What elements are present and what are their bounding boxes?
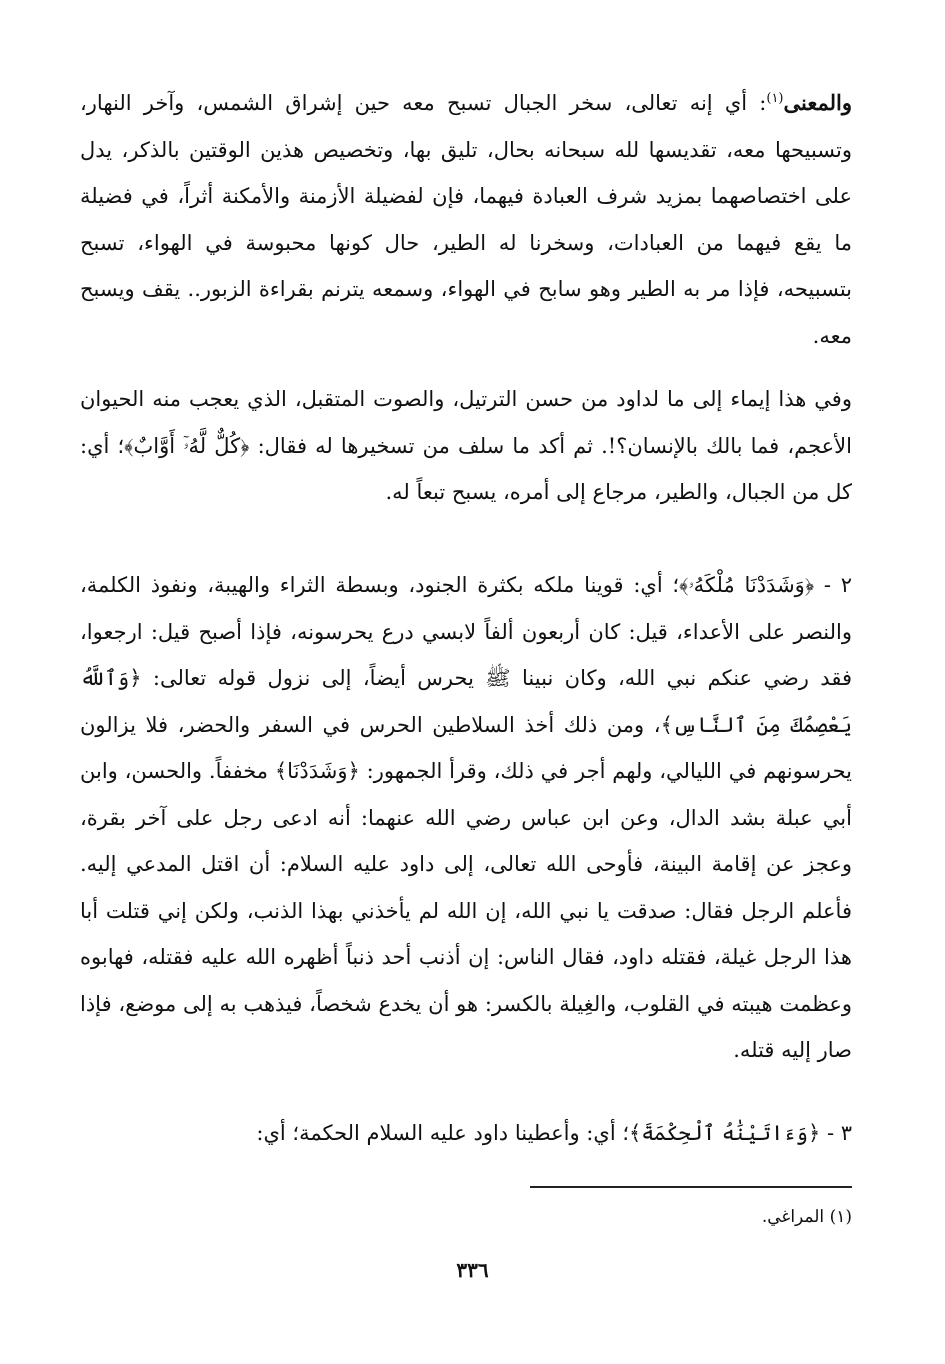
paragraph-2-text <box>80 376 852 516</box>
paragraph-3-body-3: مخففاً. والحسن، وابن أبي عبلة بشد الدال، وعن ابن عباس رضي الله عنهما: أنه ادعى رجل على آخر بقرة، وعجز عن إقامة البينة، فأوحى الله تعالى، إلى داود عليه السلام: أن اقتل المدعي إليه. فأعلم الرجل فقال: صدقت يا نبي الله، إن الله لم يأخذني بهذا الذنب، ولكن إني قتلت أبا هذا الرجل غيلة، فقتله داود، فقال الناس: إن أذنب أحد ذنباً أظهره الله عليه فقتله، فهابوه وعظمت هيبته في القلوب، والغِيلة بالكسر: هو أن يخدع شخصاً، فيذهب به إلى موضع، فإذا صار إليه قتله. <box>80 759 852 1062</box>
paragraph-3-text <box>80 562 852 1074</box>
paragraph-2-body-end: ؛ أي: كل من الجبال، والطير، مرجاع إلى أمره، يسبح تبعاً له. <box>80 433 852 504</box>
quran-quote: ﴿وَشَدَدْنَا مُلْكَهُۥ﴾ <box>679 573 815 597</box>
footnote-divider <box>530 1186 852 1188</box>
paragraph-2-body-start: وفي هذا إيماء إلى ما لداود من حسن الترتيل، والصوت المتقبل، الذي يعجب منه الحيوان الأعجم، فما بالك بالإنسان؟!. ثم أكد ما سلف من تسخيرها له فقال: <box>80 387 852 458</box>
paragraph-4-text <box>80 1110 852 1157</box>
quran-quote: ﴿وَءَاتَيْنَٰهُ ٱلْحِكْمَةَ﴾ <box>629 1121 821 1145</box>
item-number: ٣ - <box>820 1121 852 1145</box>
paragraph-3-body-2: ، ومن ذلك أخذ السلاطين الحرس في السفر والحضر، فلا يزالون يحرسونهم في الليالي، ولهم أجر في ذلك، وقرأ الجمهور: <box>80 712 853 783</box>
footnote-number: (١) <box>829 1207 852 1227</box>
lead-word: والمعنى <box>783 90 852 115</box>
footnote <box>352 1202 852 1232</box>
paragraph-1-text <box>80 80 852 359</box>
footnote-marker: (١) <box>766 91 784 106</box>
page-number: ٣٣٦ <box>456 1258 489 1282</box>
paragraph-al-hikmah <box>80 1110 852 1157</box>
paragraph-3-body-1: ؛ أي: قوينا ملكه بكثرة الجنود، وبسطة الثراء والهيبة، ونفوذ الكلمة، والنصر على الأعداء، قيل: كان أربعون ألفاً لابسي درع يحرسونه، فإذا أصبح قيل: ارجعوا، فقد رضي عنكم نبي الله، وكان نبينا ﷺ يحرس أيضاً، إلى نزول قوله تعالى: <box>80 573 852 690</box>
quran-quote: ﴿وَشَدَدْنَا﴾ <box>274 759 360 783</box>
paragraph-shadadna-mulkah <box>80 562 852 1074</box>
quran-quote: ﴿وَٱللَّهُ يَعْصِمُكَ مِنَ ٱلنَّاسِ﴾ <box>80 666 852 737</box>
footnote-text: المراغي. <box>761 1207 825 1227</box>
paragraph-1-body: : أي إنه تعالى، سخر الجبال تسبح معه حين إشراق الشمس، وآخر النهار، وتسبيحها معه، تقديسها لله سبحانه بحال، تليق بها، وتخصيص هذين الوقتين بالذكر، يدل على اختصاصهما بمزيد شرف العبادة فيهما، فإن لفضيلة الأزمنة والأمكنة أثراً، في فضيلة ما يقع فيهما من العبادات، وسخرنا له الطير، حال كونها محبوسة في الهواء، تسبح بتسبيحه، فإذا مر به الطير وهو سابح في الهواء، وسمعه يترنم بقراءة الزبور.. يقف ويسبح معه. <box>80 91 852 348</box>
paragraph-tarteel <box>80 376 852 516</box>
item-number: ٢ - <box>814 573 852 597</box>
quran-quote: ﴿كُلٌّ لَّهُۥٓ أَوَّابٌ﴾ <box>124 433 250 458</box>
paragraph-sakhkhara-al-jibal <box>80 80 852 359</box>
paragraph-4-body: ؛ أي: وأعطينا داود عليه السلام الحكمة؛ أي: <box>256 1121 630 1145</box>
